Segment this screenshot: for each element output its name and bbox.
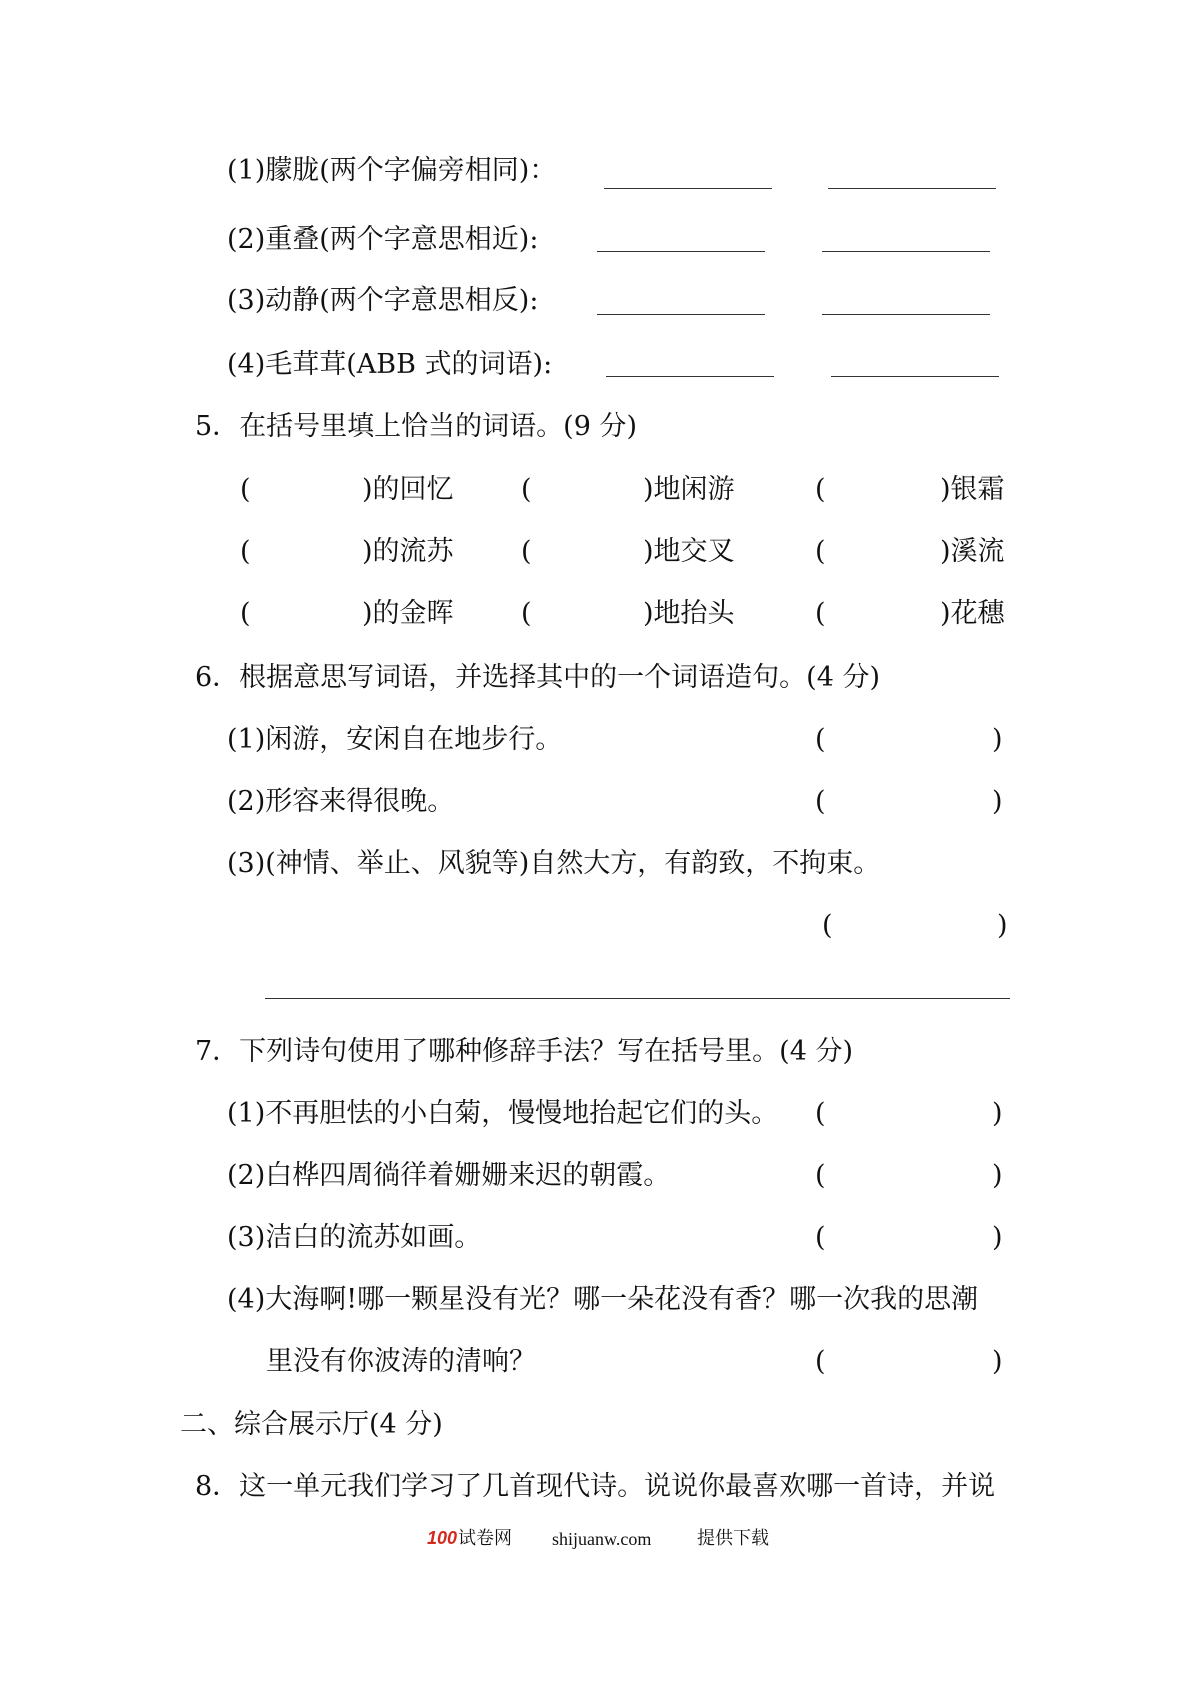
- q4-item-1: (1)朦胧(两个字偏旁相同)：: [227, 155, 557, 186]
- q7-item-2-answer-close: ): [992, 1160, 1003, 1191]
- q4-item-4-blank-1[interactable]: [606, 376, 774, 377]
- section-2-heading: 二、综合展示厅(4 分): [180, 1409, 443, 1440]
- q5-r2c2-open-paren: (: [521, 536, 532, 567]
- q7-item-4-answer-open[interactable]: (: [815, 1346, 826, 1377]
- q7-item-3: (3)洁白的流苏如画。: [227, 1222, 482, 1253]
- footer-url[interactable]: shijuanw.com: [552, 1529, 652, 1549]
- q4-item-1-blank-2[interactable]: [828, 188, 996, 189]
- q6-title: 6．根据意思写词语，并选择其中的一个词语造句。(4 分): [195, 662, 881, 693]
- q7-item-3-answer-close: ): [992, 1222, 1003, 1253]
- q7-item-4-continued: 里没有你波涛的清响？: [266, 1346, 536, 1377]
- q8-title: 8．这一单元我们学习了几首现代诗。说说你最喜欢哪一首诗，并说: [195, 1471, 996, 1502]
- q6-item-3-answer-open[interactable]: (: [822, 910, 833, 941]
- q4-item-4: (4)毛茸茸(ABB 式的词语):: [227, 349, 553, 380]
- q7-item-4: (4)大海啊!哪一颗星没有光？哪一朵花没有香？哪一次我的思潮: [227, 1284, 979, 1315]
- q5-r3c1[interactable]: )的金晖: [362, 598, 454, 629]
- q4-item-2: (2)重叠(两个字意思相近):: [227, 224, 539, 255]
- q5-title: 5．在括号里填上恰当的词语。(9 分): [195, 411, 638, 442]
- footer-site-name: 试卷网: [458, 1528, 512, 1549]
- q5-r1c2-open-paren: (: [521, 474, 532, 505]
- q6-item-2-answer-open[interactable]: (: [815, 786, 826, 817]
- q5-r2c2[interactable]: )地交叉: [643, 536, 735, 567]
- q7-item-1-answer-close: ): [992, 1098, 1003, 1129]
- q5-r2c3-open-paren: (: [815, 536, 826, 567]
- q7-item-1: (1)不再胆怯的小白菊，慢慢地抬起它们的头。: [227, 1098, 779, 1129]
- q4-item-2-blank-1[interactable]: [597, 251, 765, 252]
- q5-r3c3[interactable]: )花穗: [940, 598, 1005, 629]
- q5-r3c1-open-paren: (: [240, 598, 251, 629]
- site-logo: 100: [427, 1528, 458, 1548]
- q4-item-4-blank-2[interactable]: [831, 376, 999, 377]
- q5-r1c3[interactable]: )银霜: [940, 474, 1005, 505]
- q5-r1c3-open-paren: (: [815, 474, 826, 505]
- q6-item-1-answer-open[interactable]: (: [815, 724, 826, 755]
- q6-item-3: (3)(神情、举止、风貌等)自然大方，有韵致，不拘束。: [227, 848, 881, 879]
- q5-r2c1-open-paren: (: [240, 536, 251, 567]
- q4-item-3-blank-2[interactable]: [822, 314, 990, 315]
- q7-item-4-answer-close: ): [992, 1346, 1003, 1377]
- q4-item-1-blank-1[interactable]: [604, 188, 772, 189]
- q6-item-3-answer-close: ): [997, 910, 1008, 941]
- q7-item-2-answer-open[interactable]: (: [815, 1160, 826, 1191]
- q6-item-1-answer-close: ): [992, 724, 1003, 755]
- q5-r1c1[interactable]: )的回忆: [362, 474, 454, 505]
- q7-item-2: (2)白桦四周徜徉着姗姗来迟的朝霞。: [227, 1160, 671, 1191]
- q6-item-2-answer-close: ): [992, 786, 1003, 817]
- q6-sentence-line[interactable]: [265, 998, 1010, 999]
- q4-item-3-blank-1[interactable]: [597, 314, 765, 315]
- q5-r3c2[interactable]: )地抬头: [643, 598, 735, 629]
- q5-r1c2[interactable]: )地闲游: [643, 474, 735, 505]
- q5-r2c1[interactable]: )的流苏: [362, 536, 454, 567]
- q5-r2c3[interactable]: )溪流: [940, 536, 1005, 567]
- q4-item-3: (3)动静(两个字意思相反):: [227, 285, 539, 316]
- q6-item-2: (2)形容来得很晚。: [227, 786, 455, 817]
- q4-item-2-blank-2[interactable]: [822, 251, 990, 252]
- q6-item-1: (1)闲游，安闲自在地步行。: [227, 724, 563, 755]
- footer-note: 提供下载: [697, 1528, 769, 1549]
- q5-r1c1-open-paren: (: [240, 474, 251, 505]
- q7-title: 7．下列诗句使用了哪种修辞手法？写在括号里。(4 分): [195, 1036, 854, 1067]
- q5-r3c3-open-paren: (: [815, 598, 826, 629]
- q7-item-1-answer-open[interactable]: (: [815, 1098, 826, 1129]
- q7-item-3-answer-open[interactable]: (: [815, 1222, 826, 1253]
- q5-r3c2-open-paren: (: [521, 598, 532, 629]
